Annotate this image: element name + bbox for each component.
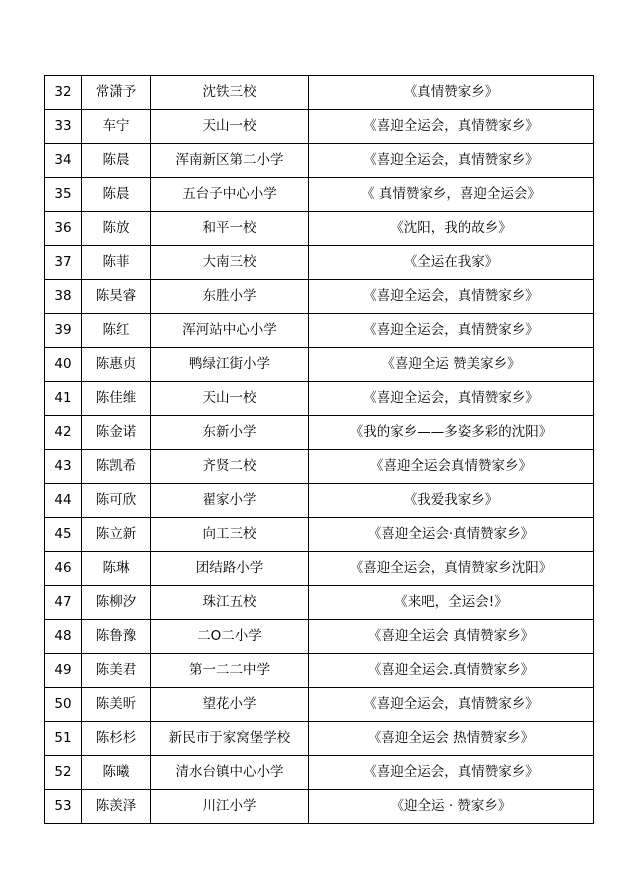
entry-number-cell: 53 [45, 790, 82, 824]
school-name-cell: 浑河站中心小学 [151, 314, 309, 348]
work-title-cell: 《喜迎全运会真情赞家乡》 [309, 450, 594, 484]
entry-number-cell: 43 [45, 450, 82, 484]
school-name-cell: 齐贤二校 [151, 450, 309, 484]
student-name-cell: 陈鲁豫 [82, 620, 151, 654]
entry-number-cell: 32 [45, 76, 82, 110]
table-row [45, 416, 594, 450]
student-name-cell: 陈红 [82, 314, 151, 348]
work-title-cell: 《沈阳，我的故乡》 [309, 212, 594, 246]
work-title-cell: 《喜迎全运会，真情赞家乡》 [309, 756, 594, 790]
student-name-cell: 车宁 [82, 110, 151, 144]
work-title-cell: 《喜迎全运会，真情赞家乡》 [309, 280, 594, 314]
student-name-cell: 陈金诺 [82, 416, 151, 450]
entry-number-cell: 42 [45, 416, 82, 450]
student-name-cell: 陈曦 [82, 756, 151, 790]
student-name-cell: 陈晨 [82, 144, 151, 178]
work-title-cell: 《喜迎全运会 真情赞家乡》 [309, 620, 594, 654]
work-title-cell: 《喜迎全运会，真情赞家乡沈阳》 [309, 552, 594, 586]
work-title-cell: 《喜迎全运会，真情赞家乡》 [309, 110, 594, 144]
school-name-cell: 鸭绿江街小学 [151, 348, 309, 382]
entry-number-cell: 40 [45, 348, 82, 382]
school-name-cell: 第一二二中学 [151, 654, 309, 688]
school-name-cell: 东新小学 [151, 416, 309, 450]
work-title-cell: 《喜迎全运会·真情赞家乡》 [309, 518, 594, 552]
work-title-cell: 《我爱我家乡》 [309, 484, 594, 518]
table-row [45, 110, 594, 144]
table-row [45, 790, 594, 824]
entry-number-cell: 48 [45, 620, 82, 654]
entry-number-cell: 50 [45, 688, 82, 722]
work-title-cell: 《喜迎全运会，真情赞家乡》 [309, 382, 594, 416]
entry-number-cell: 36 [45, 212, 82, 246]
school-name-cell: 东胜小学 [151, 280, 309, 314]
work-title-cell: 《我的家乡——多姿多彩的沈阳》 [309, 416, 594, 450]
school-name-cell: 大南三校 [151, 246, 309, 280]
entry-number-cell: 39 [45, 314, 82, 348]
table-row [45, 178, 594, 212]
table-row [45, 76, 594, 110]
school-name-cell: 浑南新区第二小学 [151, 144, 309, 178]
work-title-cell: 《喜迎全运会，真情赞家乡》 [309, 314, 594, 348]
table-row [45, 382, 594, 416]
student-name-cell: 陈立新 [82, 518, 151, 552]
table-row [45, 246, 594, 280]
entry-number-cell: 34 [45, 144, 82, 178]
work-title-cell: 《来吧，全运会!》 [309, 586, 594, 620]
student-name-cell: 陈琳 [82, 552, 151, 586]
school-name-cell: 天山一校 [151, 110, 309, 144]
work-title-cell: 《喜迎全运会.真情赞家乡》 [309, 654, 594, 688]
work-title-cell: 《喜迎全运会 热情赞家乡》 [309, 722, 594, 756]
entry-number-cell: 44 [45, 484, 82, 518]
student-name-cell: 陈放 [82, 212, 151, 246]
table-row [45, 518, 594, 552]
work-title-cell: 《全运在我家》 [309, 246, 594, 280]
table-row [45, 654, 594, 688]
school-name-cell: 天山一校 [151, 382, 309, 416]
student-name-cell: 陈晨 [82, 178, 151, 212]
table-row [45, 586, 594, 620]
table-row [45, 756, 594, 790]
table-row [45, 620, 594, 654]
student-name-cell: 陈凯希 [82, 450, 151, 484]
student-name-cell: 陈美君 [82, 654, 151, 688]
entry-number-cell: 46 [45, 552, 82, 586]
school-name-cell: 团结路小学 [151, 552, 309, 586]
roster-body [45, 76, 594, 824]
work-title-cell: 《真情赞家乡》 [309, 76, 594, 110]
student-name-cell: 陈菲 [82, 246, 151, 280]
school-name-cell: 珠江五校 [151, 586, 309, 620]
table-row [45, 450, 594, 484]
roster-table [44, 75, 594, 824]
table-row [45, 280, 594, 314]
table-row [45, 484, 594, 518]
student-name-cell: 陈羡泽 [82, 790, 151, 824]
student-name-cell: 陈惠贞 [82, 348, 151, 382]
school-name-cell: 五台子中心小学 [151, 178, 309, 212]
table-row [45, 314, 594, 348]
student-name-cell: 陈美昕 [82, 688, 151, 722]
entry-number-cell: 33 [45, 110, 82, 144]
work-title-cell: 《喜迎全运会，真情赞家乡》 [309, 688, 594, 722]
entry-number-cell: 35 [45, 178, 82, 212]
student-name-cell: 陈杉杉 [82, 722, 151, 756]
table-row [45, 688, 594, 722]
student-name-cell: 陈柳汐 [82, 586, 151, 620]
school-name-cell: 望花小学 [151, 688, 309, 722]
table-row [45, 212, 594, 246]
entry-number-cell: 51 [45, 722, 82, 756]
work-title-cell: 《迎全运 · 赞家乡》 [309, 790, 594, 824]
school-name-cell: 清水台镇中心小学 [151, 756, 309, 790]
work-title-cell: 《喜迎全运会，真情赞家乡》 [309, 144, 594, 178]
student-name-cell: 常潇予 [82, 76, 151, 110]
table-row [45, 348, 594, 382]
student-name-cell: 陈昊睿 [82, 280, 151, 314]
school-name-cell: 翟家小学 [151, 484, 309, 518]
school-name-cell: 新民市于家窝堡学校 [151, 722, 309, 756]
work-title-cell: 《 真情赞家乡，喜迎全运会》 [309, 178, 594, 212]
student-name-cell: 陈可欣 [82, 484, 151, 518]
table-row [45, 552, 594, 586]
table-row [45, 144, 594, 178]
entry-number-cell: 52 [45, 756, 82, 790]
entry-number-cell: 38 [45, 280, 82, 314]
entry-number-cell: 49 [45, 654, 82, 688]
school-name-cell: 沈铁三校 [151, 76, 309, 110]
table-row [45, 722, 594, 756]
school-name-cell: 向工三校 [151, 518, 309, 552]
entry-number-cell: 41 [45, 382, 82, 416]
entry-number-cell: 37 [45, 246, 82, 280]
school-name-cell: 川江小学 [151, 790, 309, 824]
school-name-cell: 和平一校 [151, 212, 309, 246]
school-name-cell: 二O二小学 [151, 620, 309, 654]
student-name-cell: 陈佳维 [82, 382, 151, 416]
entry-number-cell: 47 [45, 586, 82, 620]
work-title-cell: 《喜迎全运 赞美家乡》 [309, 348, 594, 382]
entry-number-cell: 45 [45, 518, 82, 552]
